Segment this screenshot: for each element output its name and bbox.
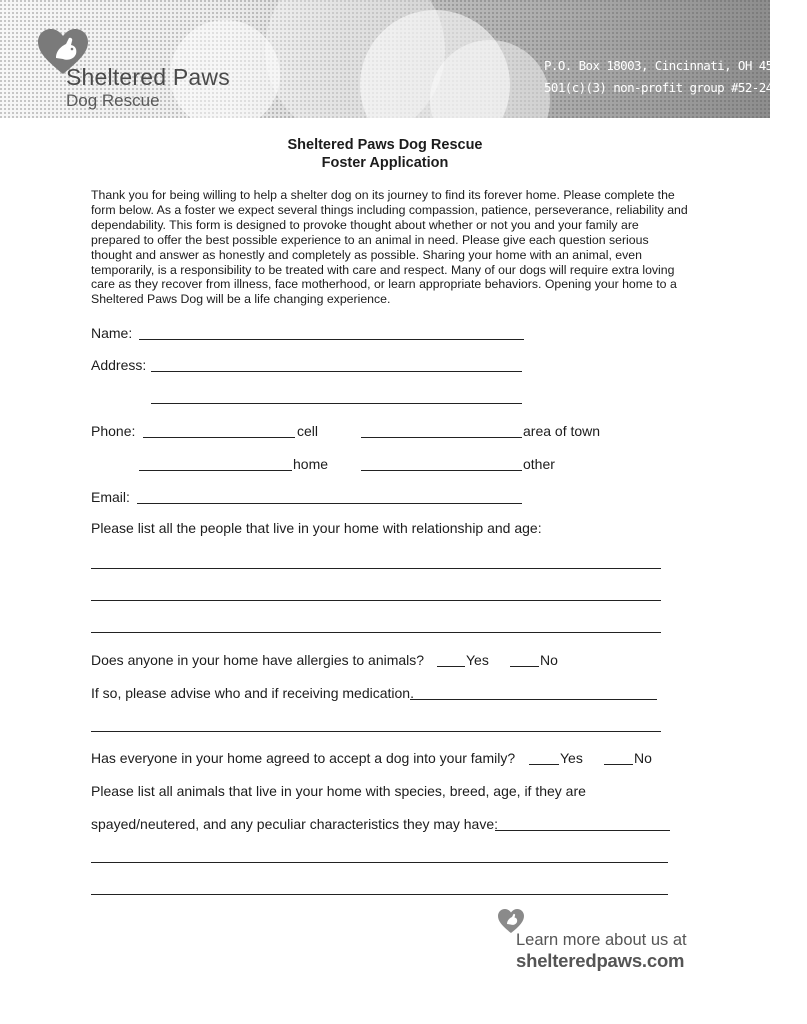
document-subtitle: Foster Application [321, 155, 449, 171]
animals-question-line-2: spayed/neutered, and any peculiar characteristics they may have: [91, 816, 499, 832]
address-field-line-1[interactable] [151, 371, 522, 372]
agreement-no-label: No [634, 750, 652, 766]
allergies-followup-label: If so, please advise who and if receiving medication. [91, 685, 414, 701]
area-of-town-field-line[interactable] [361, 437, 522, 438]
household-people-question: Please list all the people that live in your home with relationship and age: [91, 520, 542, 536]
phone-other-field-line[interactable] [361, 470, 522, 471]
address-field-line-2[interactable] [151, 403, 522, 404]
address-label: Address: [91, 357, 147, 373]
org-nonprofit-id: 501(c)(3) non-profit group #52-2413013 [544, 80, 807, 95]
animals-answer-line-1[interactable] [91, 862, 668, 863]
allergies-yes-label: Yes [466, 652, 489, 668]
agreement-yes-label: Yes [560, 750, 583, 766]
allergies-no-label: No [540, 652, 558, 668]
allergies-followup-field-line[interactable] [410, 699, 657, 700]
header-banner [0, 0, 807, 118]
animals-inline-field-line[interactable] [495, 830, 670, 831]
household-answer-line-2[interactable] [91, 600, 661, 601]
document-title: Sheltered Paws Dog Rescue [287, 137, 483, 153]
agreement-yes-blank[interactable] [529, 764, 559, 765]
household-answer-line-3[interactable] [91, 632, 661, 633]
other-label: other [523, 456, 555, 472]
email-field-line[interactable] [137, 503, 522, 504]
allergies-yes-blank[interactable] [437, 666, 465, 667]
name-label: Name: [91, 325, 133, 341]
household-agreement-question: Has everyone in your home agreed to accept a dog into your family? [91, 750, 516, 766]
org-name: Sheltered Paws [66, 64, 230, 90]
phone-label: Phone: [91, 423, 136, 439]
phone-cell-field-line[interactable] [143, 437, 295, 438]
household-answer-line-1[interactable] [91, 568, 661, 569]
intro-paragraph: Thank you for being willing to help a shelter dog on its journey to find its forever home. Please complete the form below. As a foster we expect several things including compassion, patience, perseverance, reliability and dependability. This form is designed to provoke thought about whether or not you and your family are prepared to offer the best possible experience to an animal in need. Please give each question serious thought and answer as honestly and completely as possible. Sharing your home with an animal, even temporarily, is a responsibility to be treated with care and respect. Many of our dogs will require extra loving care as they recover from illness, face motherhood, or learn appropriate behaviors. Opening your home to a Sheltered Paws Dog will be a life changing experience. [91, 188, 688, 307]
footer-learn-more: Learn more about us at [516, 931, 687, 949]
animals-question-line-1: Please list all animals that live in your home with species, breed, age, if they are [91, 783, 586, 799]
name-field-line[interactable] [139, 339, 524, 340]
agreement-no-blank[interactable] [604, 764, 633, 765]
org-subtitle: Dog Rescue [66, 91, 160, 110]
allergies-question: Does anyone in your home have allergies to animals? [91, 652, 425, 668]
allergies-answer-line[interactable] [91, 731, 661, 732]
home-label: home [293, 456, 329, 472]
cell-label: cell [297, 423, 319, 439]
phone-home-field-line[interactable] [139, 470, 292, 471]
org-address: P.O. Box 18003, Cincinnati, OH 45218 [544, 58, 794, 73]
area-of-town-label: area of town [523, 423, 601, 439]
animals-answer-line-2[interactable] [91, 894, 668, 895]
footer-website-link[interactable]: shelteredpaws.com [516, 950, 685, 971]
allergies-no-blank[interactable] [510, 666, 539, 667]
email-label: Email: [91, 489, 130, 505]
